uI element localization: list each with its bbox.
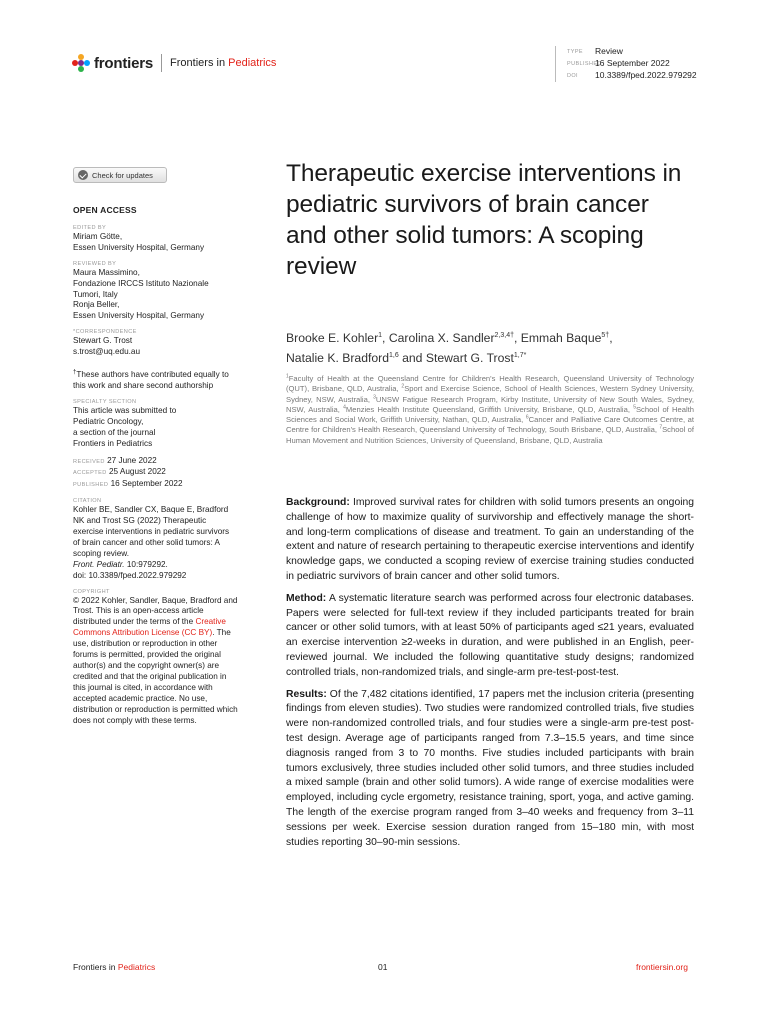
- affiliation-number: 4: [343, 404, 346, 411]
- affiliation-text: UNSW Fatigue Research Program, Kirby Institute, University of New South Wales, Sydney, NSW, Australia,: [286, 394, 694, 414]
- affiliation-number: 3: [373, 394, 376, 401]
- article-meta: [555, 46, 697, 82]
- reviewed-by-list: [73, 268, 238, 323]
- copyright-text: © 2022 Kohler, Sandler, Baque, Bradford and Trost. This is an open-access article distributed under the terms of the Creative Commons Attribution License (CC BY). The use, distribution or reproduction in other forums is permitted, provided the original author(s) and the copyright owner(s) are credited and that the original publication in this journal is cited, in accordance with accepted academic practice. No use, distribution or reproduction is permitted which does not comply with these terms.: [73, 595, 238, 725]
- equal-contribution-note: †These authors have contributed equally to this work and share second authorship: [73, 369, 229, 390]
- sidebar-line: Ronja Beller,: [73, 300, 120, 310]
- published-date: PUBLISHED 16 September 2022: [73, 479, 183, 489]
- correspondence-list[interactable]: [73, 336, 238, 358]
- abstract-method: Method: A systematic literature search was performed across four electronic databases. Papers were selected for full-text review if they included participants treated for brain cancer or other solid tumors, with at least 50% of participants aged ≤21 years, evaluated an exercise intervention ≥2-weeks in duration, and were published in an English, peer-reviewed journal. We included the following quantitative study designs; randomized controlled trials, non-randomized trials, and single-arm pre-test-post-test.: [286, 592, 694, 678]
- affiliation-text: School of Health Sciences and Social Work, Griffith University, Nathan, QLD, Australia,: [286, 404, 694, 425]
- author-name[interactable]: Carolina X. Sandler: [388, 331, 495, 345]
- meta-type: TYPE Review: [567, 46, 623, 56]
- author-name[interactable]: Emmah Baque: [520, 331, 602, 345]
- sidebar-line: Maura Massimino,: [73, 267, 140, 277]
- copyright-label: COPYRIGHT: [73, 588, 110, 595]
- frontiers-logo-icon: [72, 54, 90, 72]
- logo-text: frontiers: [94, 54, 154, 72]
- logo-divider: [161, 54, 162, 72]
- sidebar-line: Essen University Hospital, Germany: [73, 311, 205, 321]
- sidebar-line: Essen University Hospital, Germany: [73, 242, 205, 252]
- sidebar-line: Tumori, Italy: [73, 289, 118, 299]
- author-separator: ,: [513, 331, 521, 345]
- affiliation-number: 6: [525, 414, 529, 421]
- author-affiliation-marks: 1,7*: [513, 351, 527, 359]
- footer-journal: Frontiers in Pediatrics: [73, 962, 156, 972]
- reviewed-by-label: REVIEWED BY: [73, 260, 117, 267]
- accepted-date: ACCEPTED 25 August 2022: [73, 467, 166, 477]
- sidebar-line: Stewart G. Trost: [73, 336, 133, 346]
- abstract-results: Results: Of the 7,482 citations identified, 17 papers met the inclusion criteria (presenting findings from eleven studies). Two studies were randomized controlled trials, five studies were non-randomized controlled trials, and four studies were a single-arm pre-test post-test design. Average age of participants ranged from 7.3–15.5 years, and time since diagnosis ranged from 3 to 70 months. Five studies included participants with brain tumors exclusively, three studies included other solid tumors, and three studies included a mixed sample (brain and other solid tumors). A wide range of exercise modalities were employed, including cycle ergometry, resistance training, sport, yoga, and active gaming. The length of the exercise program ranged from 3–40 weeks and frequency from 3–11 sessions per week. Exercise session duration ranged from 15–180 min, with most studies reporting 30–90-min sessions.: [286, 688, 694, 848]
- author-list: [286, 328, 696, 368]
- open-access-label: OPEN ACCESS: [73, 205, 137, 215]
- received-date: RECEIVED 27 June 2022: [73, 455, 157, 465]
- citation-text: Kohler BE, Sandler CX, Baque E, Bradford NK and Trost SG (2022) Therapeutic exercise interventions in pediatric survivors of brain cancer and other solid tumors: A scoping review. Front. Pediatr. 10:979292. doi: 10.3389/fped.2022.979292: [73, 505, 230, 580]
- abstract: [286, 496, 694, 857]
- sidebar-line: Pediatric Oncology,: [73, 416, 144, 426]
- affiliation-text: Sport and Exercise Science, School of Health Sciences, Western Sydney University, Sydney, NSW, Australia,: [286, 384, 694, 404]
- author-separator: ,: [609, 331, 613, 345]
- affiliation-number: 5: [633, 404, 636, 411]
- edited-by-label: EDITED BY: [73, 224, 107, 231]
- check-for-updates-button[interactable]: Check for updates: [73, 167, 167, 183]
- author-affiliation-marks: 5†: [601, 331, 610, 339]
- author-name[interactable]: Stewart G. Trost: [425, 351, 514, 365]
- check-icon: [78, 170, 88, 180]
- publisher-logo[interactable]: [72, 54, 276, 72]
- citation-label: CITATION: [73, 498, 102, 505]
- abstract-background: Background: Improved survival rates for children with solid tumors presents an ongoing challenge of how to maximize quality of survivorship and effectively manage the short- and long-term complications of disease and treatment. To gain an understanding of the extent and nature of research pertaining to therapeutic exercise interventions and identify knowledge gaps, we conducted a scoping review of exercise training studies conducted in pediatric survivors of brain cancer and other solid tumors.: [286, 497, 694, 582]
- affiliation-text: Menzies Health Institute Queensland, Griffith University, Brisbane, QLD, Australia,: [345, 404, 634, 414]
- sidebar-line: s.trost@uq.edu.au: [73, 347, 141, 357]
- sidebar-line: Frontiers in Pediatrics: [73, 438, 153, 448]
- affiliation-text: Cancer and Palliative Care Outcomes Centre, at Centre for Children's Health Research, Queensland University of Technology, South Brisbane, QLD, Australia,: [286, 415, 694, 435]
- correspondence-label: *CORRESPONDENCE: [73, 329, 137, 336]
- footer-website-link[interactable]: frontiersin.org: [636, 962, 688, 972]
- author-name[interactable]: Natalie K. Bradford: [286, 351, 389, 365]
- sidebar-line: This article was submitted to: [73, 405, 177, 415]
- page-number: 01: [378, 962, 388, 972]
- author-separator: ,: [382, 331, 389, 345]
- author-affiliation-marks: 2,3,4†: [494, 331, 514, 339]
- affiliation-number: 2: [401, 383, 405, 390]
- author-separator: and: [398, 351, 426, 365]
- author-affiliation-marks: 1: [378, 331, 383, 339]
- author-name[interactable]: Brooke E. Kohler: [286, 331, 379, 345]
- edited-by-list: [73, 232, 238, 254]
- affiliations: [286, 374, 694, 446]
- article-dates: [73, 456, 238, 492]
- specialty-section-label: SPECIALTY SECTION: [73, 398, 137, 405]
- sidebar-info: [73, 205, 238, 730]
- sidebar-line: Miriam Götte,: [73, 231, 123, 241]
- article-title: Therapeutic exercise interventions in pediatric survivors of brain cancer and other solid tumors: A scoping review: [286, 160, 682, 280]
- journal-name: Frontiers in Pediatrics: [170, 57, 277, 69]
- affiliation-text: Faculty of Health at the Queensland Centre for Children's Health Research, Queensland University of Technology (QUT), Brisbane, QLD, Australia,: [286, 374, 694, 394]
- author-affiliation-marks: 1,6: [388, 351, 399, 359]
- affiliation-number: 7: [659, 424, 663, 431]
- sidebar-line: a section of the journal: [73, 427, 156, 437]
- sidebar-line: Fondazione IRCCS Istituto Nazionale: [73, 278, 209, 288]
- meta-published: PUBLISHED16 September 2022: [567, 58, 670, 68]
- specialty-section-list: [73, 406, 238, 450]
- cc-license-link[interactable]: Creative Commons Attribution License (CC BY): [73, 617, 226, 638]
- meta-doi: DOI 10.3389/fped.2022.979292: [567, 70, 697, 80]
- affiliation-text: School of Human Movement and Nutrition Sciences, University of Queensland, Brisbane, QLD, Australia: [286, 425, 694, 445]
- affiliation-number: 1: [286, 373, 289, 380]
